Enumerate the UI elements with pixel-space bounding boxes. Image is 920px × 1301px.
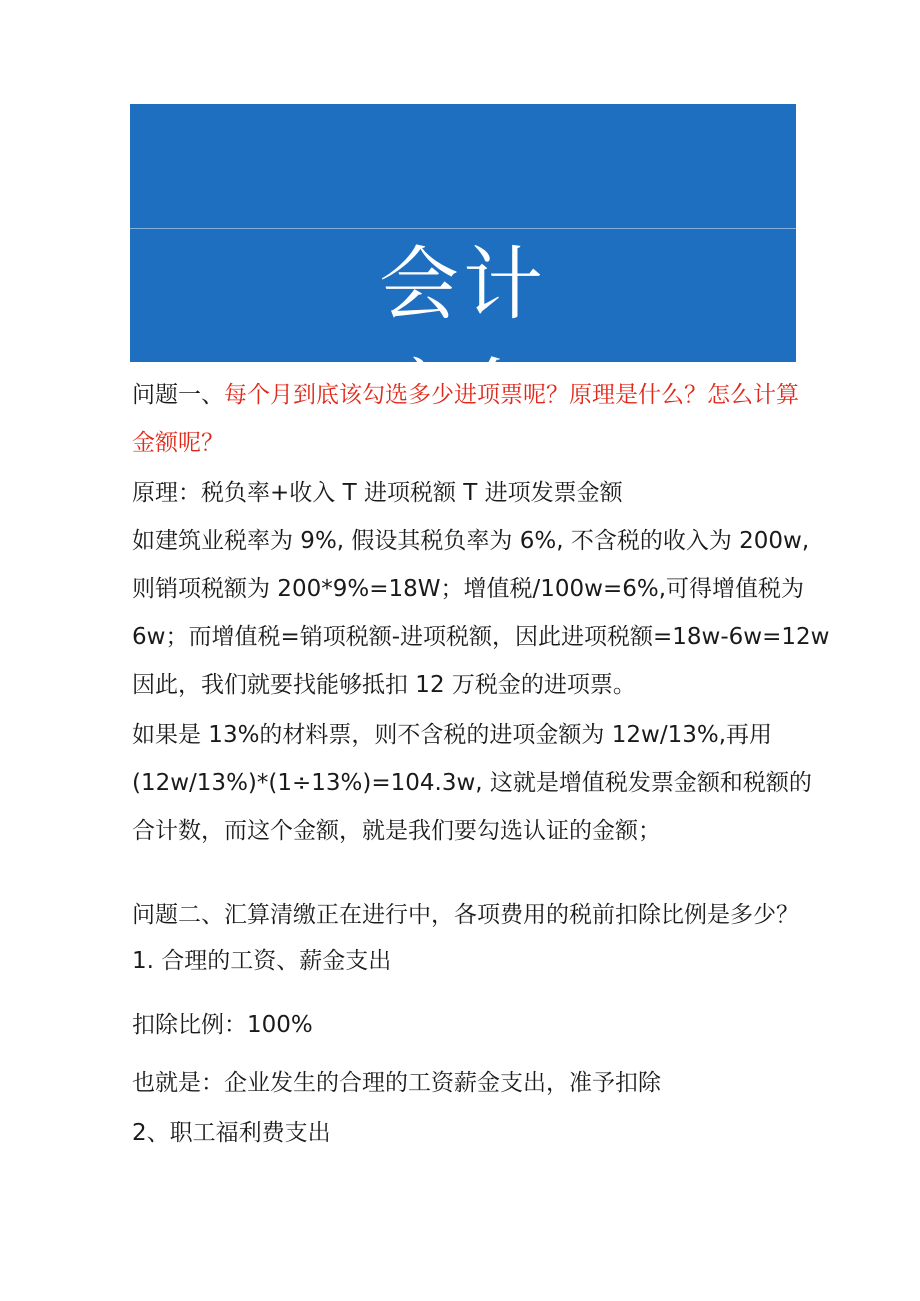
banner-divider — [130, 228, 796, 229]
banner-title-line2: 实务 — [379, 350, 547, 443]
question-1-text-line1: 每个月到底该勾选多少进项票呢？原理是什么？怎么计算 — [224, 382, 799, 408]
body-line-example-3: 6w；而增值税=销项税额-进项税额，因此进项税额=18w-6w=12w — [132, 624, 830, 650]
banner-title-line1: 会计 — [379, 238, 547, 331]
body-line-conclusion: 因此，我们就要找能够抵扣 12 万税金的进项票。 — [132, 672, 636, 698]
deduction-ratio: 扣除比例：100% — [132, 1012, 313, 1038]
question-2-item-2: 2、职工福利费支出 — [132, 1120, 331, 1146]
body-line-example-1: 如建筑业税率为 9%, 假设其税负率为 6%, 不含税的收入为 200w, — [132, 528, 810, 554]
question-1 — [132, 376, 812, 409]
body-line-material-1: 如果是 13%的材料票，则不含税的进项金额为 12w/13%,再用 — [132, 722, 773, 748]
body-line-principle: 原理：税负率+收入 T 进项税额 T 进项发票金额 — [132, 480, 623, 506]
question-1-prefix: 问题一、 — [132, 382, 224, 408]
question-2-item-1: 1. 合理的工资、薪金支出 — [132, 948, 392, 974]
question-2-title: 问题二、汇算清缴正在进行中，各项费用的税前扣除比例是多少？ — [132, 902, 799, 928]
body-line-example-2: 则销项税额为 200*9%=18W；增值税/100w=6%,可得增值税为 — [132, 576, 805, 602]
question-1-text-line2: 金额呢？ — [132, 430, 224, 456]
body-line-material-2: (12w/13%)*(1÷13%)=104.3w, 这就是增值税发票金额和税额的 — [132, 770, 812, 796]
body-line-material-3: 合计数，而这个金额，就是我们要勾选认证的金额； — [132, 818, 661, 844]
deduction-explanation: 也就是：企业发生的合理的工资薪金支出，准予扣除 — [132, 1070, 661, 1096]
